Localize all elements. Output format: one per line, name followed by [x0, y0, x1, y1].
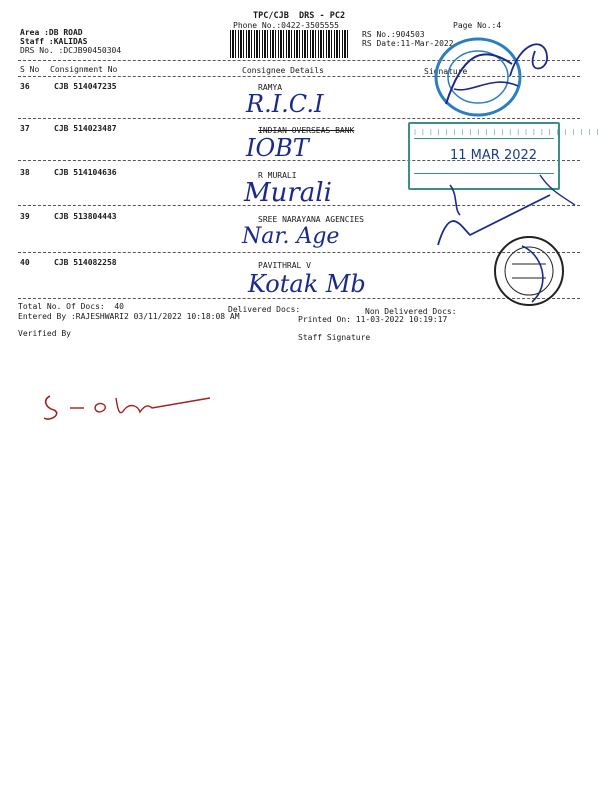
row-sno: 36 — [20, 82, 30, 91]
printed-on: Printed On: 11-03-2022 10:19:17 — [298, 315, 448, 324]
verified-by: Verified By — [18, 329, 71, 338]
rs-number: RS No.:904503 — [362, 30, 425, 39]
row-consignee: RAMYA — [258, 83, 283, 92]
page-number: Page No.:4 — [453, 21, 502, 30]
non-delivered-docs: Non Delivered Docs: — [365, 307, 457, 316]
date-stamp-box: | | | | | | | | | | | | | | | | | | | | | | | | 11 MAR 2022 — [408, 122, 560, 190]
row-sno: 37 — [20, 124, 30, 133]
row-consignee: R MURALI — [258, 171, 297, 180]
delivered-docs: Delivered Docs: — [228, 305, 301, 314]
stamp-date: 11 MAR 2022 — [450, 148, 538, 163]
barcode — [230, 30, 350, 58]
verified-signature-scrawl — [40, 386, 215, 426]
phone-number: Phone No.:0422-3505555 — [233, 21, 339, 30]
document-title: TPC/CJB DRS - PC2 — [253, 11, 346, 21]
signature-scrawl-icon — [505, 36, 555, 86]
area-field: Area :DB ROAD — [20, 28, 83, 37]
handwritten-signature: R.I.C.I — [246, 90, 324, 118]
handwritten-signature: Kotak Mb — [248, 270, 366, 298]
handwritten-signature: IOBT — [246, 134, 309, 162]
ink-scrawl-icon — [430, 165, 580, 255]
rs-date: RS Date:11-Mar-2022 — [362, 39, 454, 48]
row-sno: 38 — [20, 168, 30, 177]
entered-by: Entered By :RAJESHWARI2 03/11/2022 10:18:08 AM — [18, 312, 240, 321]
staff-field: Staff :KALIDAS — [20, 37, 88, 46]
col-consignee: Consignee Details — [242, 66, 324, 75]
row-consignment: CJB 513804443 — [54, 212, 117, 221]
col-sno: S No — [20, 65, 40, 74]
row-consignment: CJB 514023487 — [54, 124, 117, 133]
row-consignee: INDIAN OVERSEAS BANK — [258, 126, 355, 135]
row-sno: 40 — [20, 258, 30, 267]
handwritten-signature: Murali — [244, 178, 332, 208]
col-consignment: Consignment No — [50, 65, 118, 74]
handwritten-signature: Nar. Age — [242, 224, 340, 249]
staff-signature-label: Staff Signature — [298, 333, 371, 342]
drs-number: DRS No. :DCJB90450304 — [20, 46, 122, 55]
row-sno: 39 — [20, 212, 30, 221]
row-consignment: CJB 514104636 — [54, 168, 117, 177]
row-consignee: SREE NARAYANA AGENCIES — [258, 215, 364, 224]
row-consignment: CJB 514082258 — [54, 258, 117, 267]
row-consignment: CJB 514047235 — [54, 82, 117, 91]
total-docs: Total No. Of Docs: 40 — [18, 302, 124, 311]
col-signature: Signature — [424, 67, 468, 76]
row-consignee: PAVITHRAL V — [258, 261, 311, 270]
